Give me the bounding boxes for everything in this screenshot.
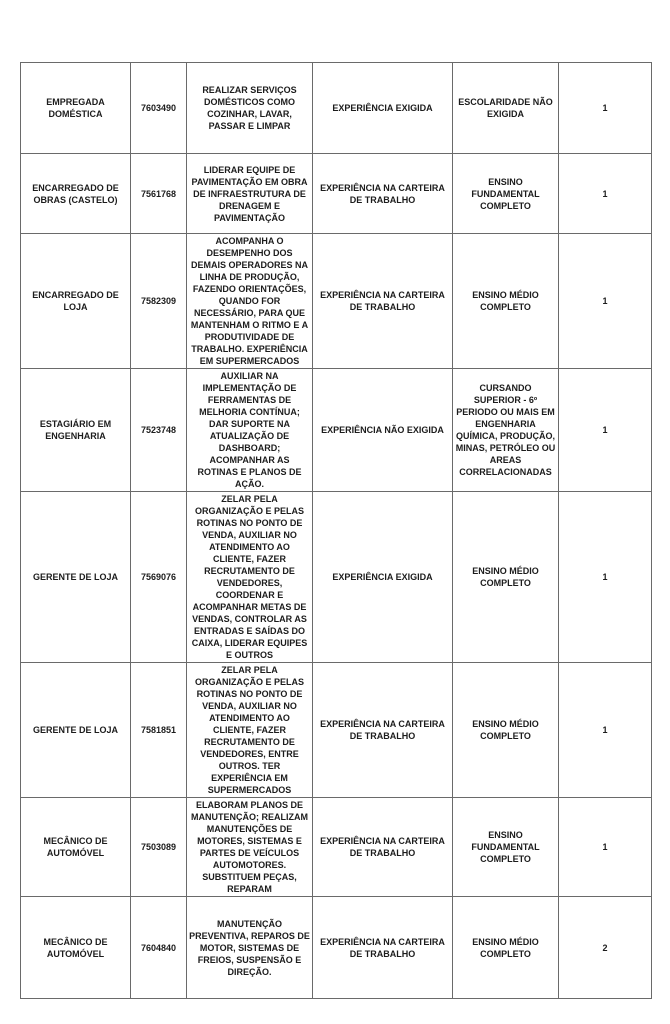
description-cell: REALIZAR SERVIÇOS DOMÉSTICOS COMO COZINHAR, LAVAR, PASSAR E LIMPAR <box>187 63 313 154</box>
table-row <box>21 154 652 234</box>
experience-cell: EXPERIÊNCIA EXIGIDA <box>313 63 453 154</box>
openings-cell: 1 <box>559 663 652 798</box>
job-title-cell: ENCARREGADO DE LOJA <box>21 234 131 369</box>
table-row <box>21 897 652 999</box>
education-cell: ENSINO MÉDIO COMPLETO <box>453 897 559 999</box>
job-title-cell: ENCARREGADO DE OBRAS (CASTELO) <box>21 154 131 234</box>
description-cell: ZELAR PELA ORGANIZAÇÃO E PELAS ROTINAS NO PONTO DE VENDA, AUXILIAR NO ATENDIMENTO AO CLIENTE, FAZER RECRUTAMENTO DE VENDEDORES, COORDENAR E ACOMPANHAR METAS DE VENDAS, CONTROLAR AS ENTRADAS E SAÍDAS DO CAIXA, LIDERAR EQUIPES E OUTROS <box>187 492 313 663</box>
code-cell: 7569076 <box>131 492 187 663</box>
description-cell: MANUTENÇÃO PREVENTIVA, REPAROS DE MOTOR, SISTEMAS DE FREIOS, SUSPENSÃO E DIREÇÃO. <box>187 897 313 999</box>
openings-cell: 1 <box>559 234 652 369</box>
experience-cell: EXPERIÊNCIA EXIGIDA <box>313 492 453 663</box>
openings-cell: 1 <box>559 492 652 663</box>
job-title-cell: ESTAGIÁRIO EM ENGENHARIA <box>21 369 131 492</box>
experience-cell: EXPERIÊNCIA NA CARTEIRA DE TRABALHO <box>313 154 453 234</box>
job-title-cell: GERENTE DE LOJA <box>21 663 131 798</box>
education-cell: ENSINO MÉDIO COMPLETO <box>453 234 559 369</box>
table-row <box>21 663 652 798</box>
openings-cell: 1 <box>559 798 652 897</box>
table-row <box>21 63 652 154</box>
education-cell: ESCOLARIDADE NÃO EXIGIDA <box>453 63 559 154</box>
education-cell: ENSINO MÉDIO COMPLETO <box>453 663 559 798</box>
education-cell: CURSANDO SUPERIOR - 6º PERIODO OU MAIS EM ENGENHARIA QUÍMICA, PRODUÇÃO, MINAS, PETRÓLEO OU AREAS CORRELACIONADAS <box>453 369 559 492</box>
job-title-cell: GERENTE DE LOJA <box>21 492 131 663</box>
education-cell: ENSINO FUNDAMENTAL COMPLETO <box>453 154 559 234</box>
code-cell: 7604840 <box>131 897 187 999</box>
education-cell: ENSINO FUNDAMENTAL COMPLETO <box>453 798 559 897</box>
experience-cell: EXPERIÊNCIA NA CARTEIRA DE TRABALHO <box>313 897 453 999</box>
experience-cell: EXPERIÊNCIA NA CARTEIRA DE TRABALHO <box>313 663 453 798</box>
description-cell: ZELAR PELA ORGANIZAÇÃO E PELAS ROTINAS NO PONTO DE VENDA, AUXILIAR NO ATENDIMENTO AO CLIENTE, FAZER RECRUTAMENTO DE VENDEDORES, ENTRE OUTROS. TER EXPERIÊNCIA EM SUPERMERCADOS <box>187 663 313 798</box>
description-cell: ELABORAM PLANOS DE MANUTENÇÃO; REALIZAM MANUTENÇÕES DE MOTORES, SISTEMAS E PARTES DE VEÍCULOS AUTOMOTORES. SUBSTITUEM PEÇAS, REPARAM <box>187 798 313 897</box>
table-row <box>21 234 652 369</box>
job-title-cell: MECÂNICO DE AUTOMÓVEL <box>21 897 131 999</box>
experience-cell: EXPERIÊNCIA NÃO EXIGIDA <box>313 369 453 492</box>
description-cell: LIDERAR EQUIPE DE PAVIMENTAÇÃO EM OBRA DE INFRAESTRUTURA DE DRENAGEM E PAVIMENTAÇÃO <box>187 154 313 234</box>
code-cell: 7582309 <box>131 234 187 369</box>
experience-cell: EXPERIÊNCIA NA CARTEIRA DE TRABALHO <box>313 234 453 369</box>
job-vacancies-table <box>20 62 652 999</box>
description-cell: AUXILIAR NA IMPLEMENTAÇÃO DE FERRAMENTAS DE MELHORIA CONTÍNUA; DAR SUPORTE NA ATUALIZAÇÃO DE DASHBOARD; ACOMPANHAR AS ROTINAS E PLANOS DE AÇÃO. <box>187 369 313 492</box>
openings-cell: 1 <box>559 369 652 492</box>
job-title-cell: MECÂNICO DE AUTOMÓVEL <box>21 798 131 897</box>
openings-cell: 2 <box>559 897 652 999</box>
job-title-cell: EMPREGADA DOMÉSTICA <box>21 63 131 154</box>
code-cell: 7503089 <box>131 798 187 897</box>
code-cell: 7603490 <box>131 63 187 154</box>
openings-cell: 1 <box>559 154 652 234</box>
table-row <box>21 492 652 663</box>
code-cell: 7561768 <box>131 154 187 234</box>
description-cell: ACOMPANHA O DESEMPENHO DOS DEMAIS OPERADORES NA LINHA DE PRODUÇÃO, FAZENDO ORIENTAÇÕES, QUANDO FOR NECESSÁRIO, PARA QUE MANTENHAM O RITMO E A PRODUTIVIDADE DE TRABALHO. EXPERIÊNCIA EM SUPERMERCADOS <box>187 234 313 369</box>
table-row <box>21 369 652 492</box>
openings-cell: 1 <box>559 63 652 154</box>
experience-cell: EXPERIÊNCIA NA CARTEIRA DE TRABALHO <box>313 798 453 897</box>
education-cell: ENSINO MÉDIO COMPLETO <box>453 492 559 663</box>
code-cell: 7581851 <box>131 663 187 798</box>
table-row <box>21 798 652 897</box>
code-cell: 7523748 <box>131 369 187 492</box>
